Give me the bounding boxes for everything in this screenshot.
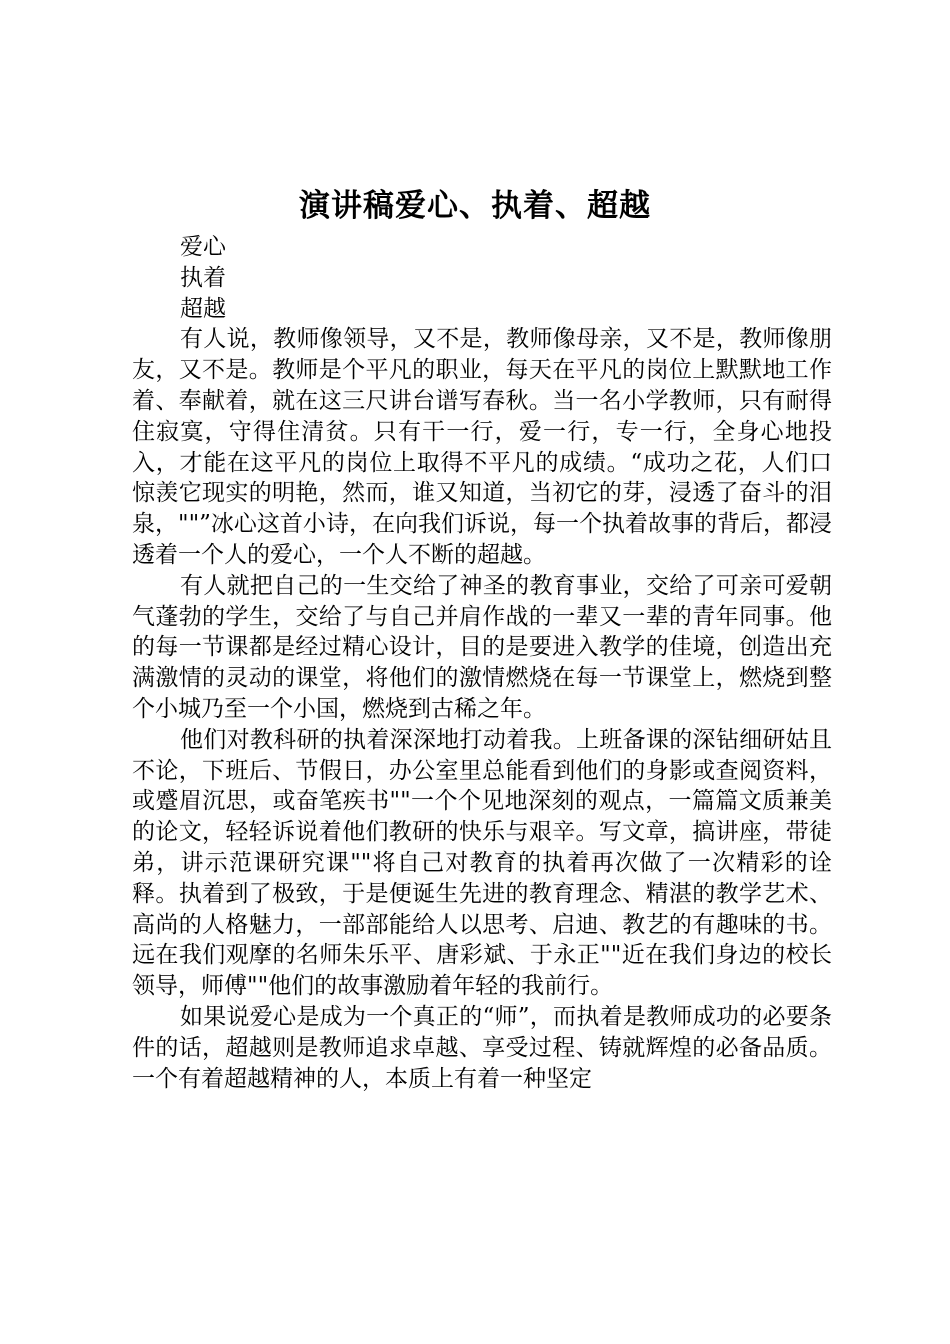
paragraph-4: 如果说爱心是成为一个真正的“师”，而执着是教师成功的必要条件的话，超越则是教师追求卓越、享受过程、铸就辉煌的必备品质。一个有着超越精神的人，本质上有着一种坚定: [132, 1003, 832, 1092]
keyword-surpass: 超越: [180, 295, 226, 322]
keyword-love: 爱心: [180, 234, 226, 260]
paragraph-3: 他们对教科研的执着深深地打动着我。上班备课的深钻细研姑且不论，下班后、节假日，办公室里总能看到他们的身影或查阅资料，或蹙眉沉思，或奋笔疾书""一个个见地深刻的观点，一篇篇文质兼美的论文，轻轻诉说着他们教研的快乐与艰辛。写文章，搞讲座，带徒弟，讲示范课研究课""将自己对教育的执着再次做了一次精彩的诠释。执着到了极致，于是便诞生先进的教育理念、精湛的教学艺术、高尚的人格魅力，一部部能给人以思考、启迪、教艺的有趣味的书。远在我们观摩的名师朱乐平、唐彩斌、于永正""近在我们身边的校长领导，师傅""他们的故事激励着年轻的我前行。: [132, 726, 832, 1000]
document-title: 演讲稿爱心、执着、超越: [299, 188, 651, 224]
document-body: [132, 232, 832, 1094]
keyword-persistence: 执着: [180, 264, 226, 291]
paragraph-2: 有人就把自己的一生交给了神圣的教育事业，交给了可亲可爱朝气蓬勃的学生，交给了与自己并肩作战的一辈又一辈的青年同事。他的每一节课都是经过精心设计，目的是要进入教学的佳境，创造出充满激情的灵动的课堂，将他们的激情燃烧在每一节课堂上，燃烧到整个小城乃至一个小国，燃烧到古稀之年。: [132, 572, 832, 722]
paragraph-1: 有人说，教师像领导，又不是，教师像母亲，又不是，教师像朋友，又不是。教师是个平凡的职业，每天在平凡的岗位上默默地工作着、奉献着，就在这三尺讲台谱写春秋。当一名小学教师，只有耐得住寂寞，守得住清贫。只有干一行，爱一行，专一行，全身心地投入，才能在这平凡的岗位上取得不平凡的成绩。“成功之花，人们口惊羡它现实的明艳，然而，谁又知道，当初它的芽，浸透了奋斗的泪泉，""”冰心这首小诗，在向我们诉说，每一个执着故事的背后，都浸透着一个人的爱心，一个人不断的超越。: [132, 326, 832, 568]
